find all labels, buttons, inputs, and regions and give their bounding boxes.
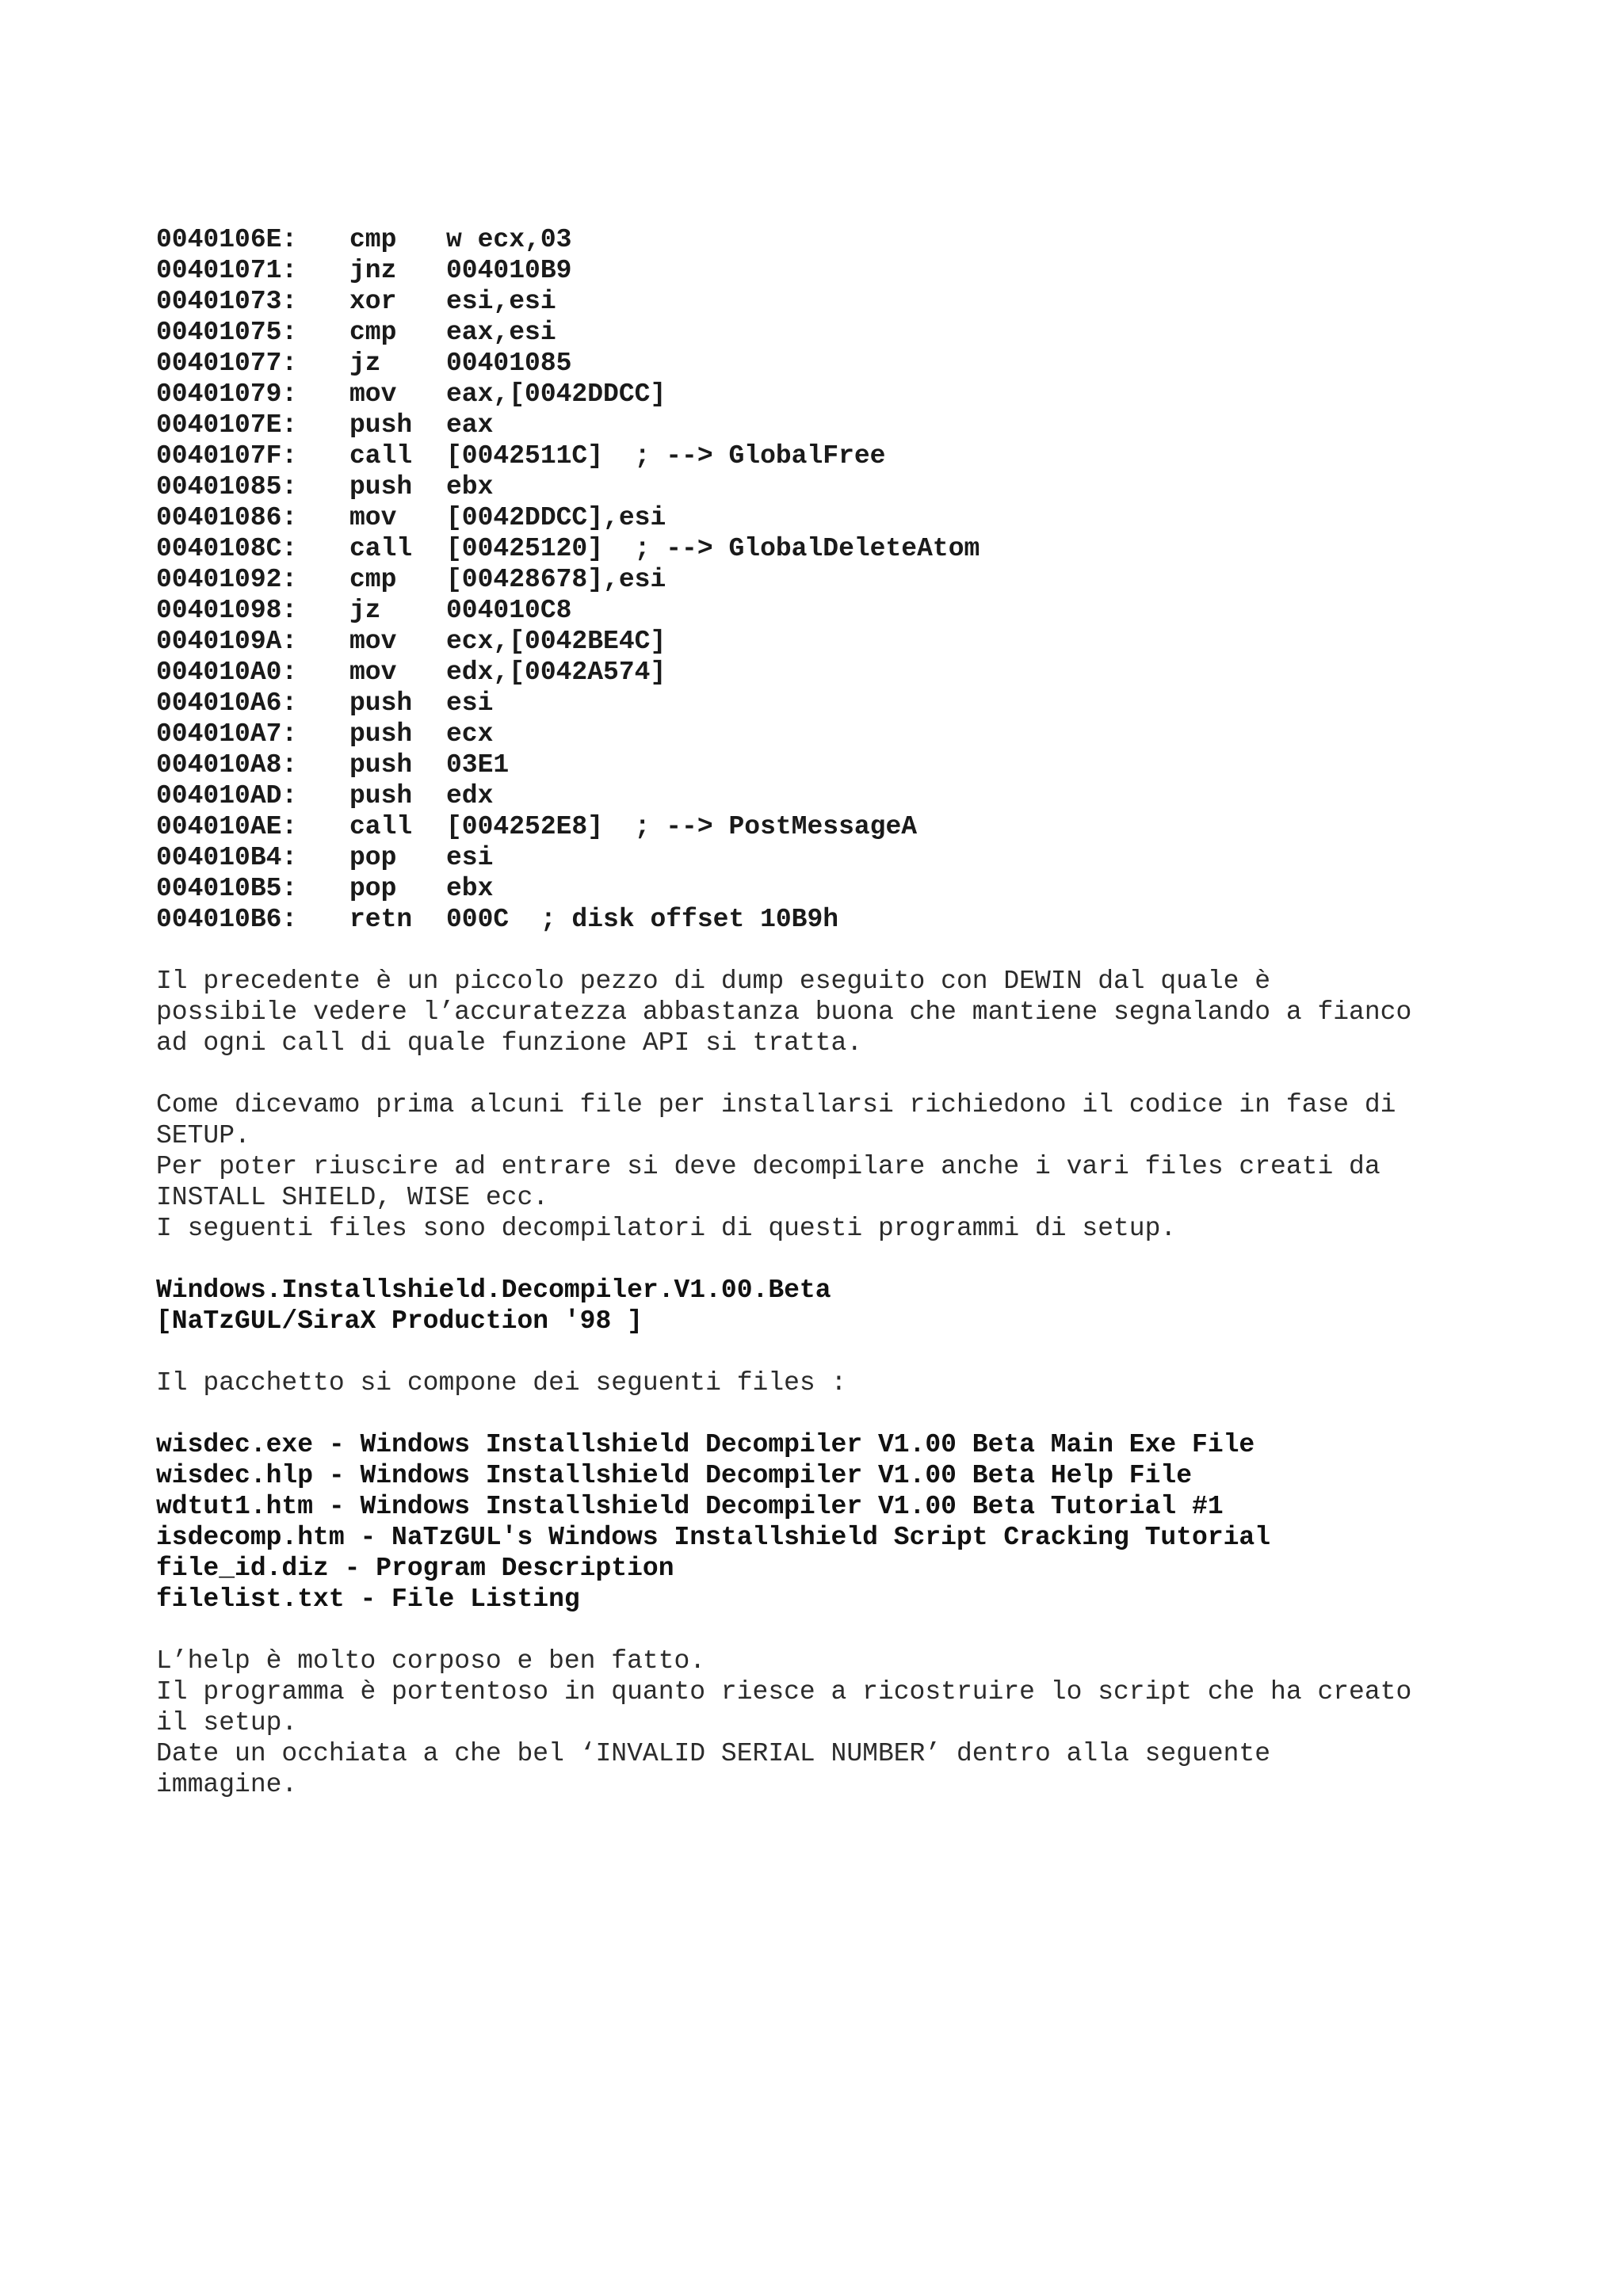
asm-opcode: pop bbox=[349, 874, 397, 903]
asm-address: 004010A7: bbox=[156, 719, 298, 749]
assembly-listing bbox=[156, 224, 1487, 935]
asm-line bbox=[156, 873, 1487, 904]
asm-operands: eax,esi bbox=[446, 318, 556, 347]
asm-opcode: mov bbox=[349, 379, 397, 409]
asm-line bbox=[156, 379, 1487, 410]
asm-address: 00401085: bbox=[156, 472, 298, 502]
asm-operands: 00401085 bbox=[446, 349, 572, 378]
asm-line bbox=[156, 286, 1487, 317]
asm-line bbox=[156, 749, 1487, 780]
file-list-item: wisdec.hlp - Windows Installshield Decompiler V1.00 Beta Help File bbox=[156, 1461, 1193, 1490]
text-line: Il programma è portentoso in quanto riesce a ricostruire lo script che ha creato bbox=[156, 1677, 1412, 1707]
program-credit: [NaTzGUL/SiraX Production '98 ] bbox=[156, 1306, 643, 1336]
asm-line bbox=[156, 502, 1487, 533]
asm-opcode: retn bbox=[349, 905, 413, 934]
asm-operands: edx bbox=[446, 781, 494, 810]
asm-address: 004010A0: bbox=[156, 658, 298, 687]
text-line: Come dicevamo prima alcuni file per installarsi richiedono il codice in fase di bbox=[156, 1090, 1396, 1119]
asm-address: 00401077: bbox=[156, 349, 298, 378]
asm-address: 00401098: bbox=[156, 596, 298, 625]
asm-operands: ecx bbox=[446, 719, 494, 749]
asm-operands: [004252E8] ; --> PostMessageA bbox=[446, 812, 918, 841]
asm-line bbox=[156, 904, 1487, 935]
asm-address: 00401071: bbox=[156, 256, 298, 285]
asm-line bbox=[156, 533, 1487, 564]
asm-operands: esi bbox=[446, 843, 494, 872]
asm-operands: ebx bbox=[446, 472, 494, 502]
asm-address: 0040107F: bbox=[156, 441, 298, 471]
asm-address: 004010B6: bbox=[156, 905, 298, 934]
text-line: I seguenti files sono decompilatori di questi programmi di setup. bbox=[156, 1214, 1177, 1243]
text-line: INSTALL SHIELD, WISE ecc. bbox=[156, 1183, 549, 1212]
asm-operands: [0042511C] ; --> GlobalFree bbox=[446, 441, 886, 471]
asm-opcode: push bbox=[349, 750, 413, 780]
asm-line bbox=[156, 317, 1487, 348]
text-line: immagine. bbox=[156, 1770, 298, 1799]
text-line: possibile vedere l’accuratezza abbastanza buona che mantiene segnalando a fianco bbox=[156, 997, 1412, 1027]
asm-opcode: jnz bbox=[349, 256, 397, 285]
asm-address: 0040106E: bbox=[156, 225, 298, 254]
asm-operands: ecx,[0042BE4C] bbox=[446, 627, 666, 656]
asm-address: 00401073: bbox=[156, 287, 298, 316]
program-title: Windows.Installshield.Decompiler.V1.00.Beta bbox=[156, 1276, 831, 1305]
spacer bbox=[156, 1398, 1487, 1429]
asm-operands: [00428678],esi bbox=[446, 565, 666, 594]
document-body bbox=[156, 224, 1487, 1800]
asm-address: 00401079: bbox=[156, 379, 298, 409]
asm-line bbox=[156, 471, 1487, 502]
asm-operands: 004010B9 bbox=[446, 256, 572, 285]
text-line: Il precedente è un piccolo pezzo di dump eseguito con DEWIN dal quale è bbox=[156, 967, 1271, 996]
asm-opcode: jz bbox=[349, 349, 381, 378]
asm-address: 0040107E: bbox=[156, 410, 298, 440]
asm-operands: 004010C8 bbox=[446, 596, 572, 625]
asm-address: 004010A6: bbox=[156, 688, 298, 718]
asm-opcode: cmp bbox=[349, 565, 397, 594]
asm-operands: edx,[0042A574] bbox=[446, 658, 666, 687]
asm-opcode: push bbox=[349, 688, 413, 718]
spacer bbox=[156, 1615, 1487, 1646]
asm-opcode: mov bbox=[349, 503, 397, 532]
spacer bbox=[156, 1244, 1487, 1275]
asm-opcode: call bbox=[349, 812, 413, 841]
asm-address: 004010AE: bbox=[156, 812, 298, 841]
asm-line bbox=[156, 410, 1487, 441]
text-line: il setup. bbox=[156, 1708, 298, 1737]
asm-line bbox=[156, 255, 1487, 286]
asm-address: 00401092: bbox=[156, 565, 298, 594]
asm-line bbox=[156, 595, 1487, 626]
asm-opcode: cmp bbox=[349, 225, 397, 254]
asm-address: 00401075: bbox=[156, 318, 298, 347]
asm-opcode: cmp bbox=[349, 318, 397, 347]
asm-opcode: mov bbox=[349, 658, 397, 687]
asm-operands: 03E1 bbox=[446, 750, 510, 780]
spacer bbox=[156, 1337, 1487, 1367]
asm-address: 004010B4: bbox=[156, 843, 298, 872]
asm-line bbox=[156, 780, 1487, 811]
asm-operands: esi,esi bbox=[446, 287, 556, 316]
file-list-item: wisdec.exe - Windows Installshield Decompiler V1.00 Beta Main Exe File bbox=[156, 1430, 1255, 1459]
asm-line bbox=[156, 224, 1487, 255]
asm-operands: esi bbox=[446, 688, 494, 718]
asm-opcode: push bbox=[349, 410, 413, 440]
text-line: Per poter riuscire ad entrare si deve decompilare anche i vari files creati da bbox=[156, 1152, 1381, 1181]
asm-line bbox=[156, 688, 1487, 719]
paragraph-help-description bbox=[156, 1646, 1487, 1800]
asm-operands: [00425120] ; --> GlobalDeleteAtom bbox=[446, 534, 980, 563]
asm-opcode: push bbox=[349, 781, 413, 810]
text-line: Date un occhiata a che bel ‘INVALID SERIAL NUMBER’ dentro alla seguente bbox=[156, 1739, 1271, 1768]
asm-address: 0040108C: bbox=[156, 534, 298, 563]
file-list-item: wdtut1.htm - Windows Installshield Decompiler V1.00 Beta Tutorial #1 bbox=[156, 1492, 1224, 1521]
asm-operands: eax,[0042DDCC] bbox=[446, 379, 666, 409]
asm-operands: [0042DDCC],esi bbox=[446, 503, 666, 532]
asm-address: 0040109A: bbox=[156, 627, 298, 656]
text-line: SETUP. bbox=[156, 1121, 250, 1150]
package-intro: Il pacchetto si compone dei seguenti files : bbox=[156, 1368, 847, 1398]
asm-address: 004010AD: bbox=[156, 781, 298, 810]
asm-opcode: xor bbox=[349, 287, 397, 316]
file-list-item: file_id.diz - Program Description bbox=[156, 1554, 674, 1583]
asm-line bbox=[156, 842, 1487, 873]
file-list bbox=[156, 1429, 1487, 1615]
paragraph-dump-description bbox=[156, 966, 1487, 1058]
asm-opcode: jz bbox=[349, 596, 381, 625]
asm-address: 00401086: bbox=[156, 503, 298, 532]
asm-address: 004010B5: bbox=[156, 874, 298, 903]
asm-address: 004010A8: bbox=[156, 750, 298, 780]
spacer bbox=[156, 935, 1487, 966]
text-line: ad ogni call di quale funzione API si tratta. bbox=[156, 1028, 863, 1058]
spacer bbox=[156, 1058, 1487, 1089]
asm-opcode: push bbox=[349, 719, 413, 749]
asm-opcode: mov bbox=[349, 627, 397, 656]
paragraph-setup-decompilers bbox=[156, 1089, 1487, 1244]
asm-opcode: push bbox=[349, 472, 413, 502]
asm-line bbox=[156, 441, 1487, 471]
asm-line bbox=[156, 348, 1487, 379]
asm-line bbox=[156, 657, 1487, 688]
asm-line bbox=[156, 811, 1487, 842]
program-title-block bbox=[156, 1275, 1487, 1337]
asm-opcode: pop bbox=[349, 843, 397, 872]
asm-line bbox=[156, 564, 1487, 595]
file-list-item: isdecomp.htm - NaTzGUL's Windows Installshield Script Cracking Tutorial bbox=[156, 1523, 1271, 1552]
asm-line bbox=[156, 626, 1487, 657]
file-list-item: filelist.txt - File Listing bbox=[156, 1585, 580, 1614]
asm-opcode: call bbox=[349, 534, 413, 563]
asm-opcode: call bbox=[349, 441, 413, 471]
asm-operands: 000C ; disk offset 10B9h bbox=[446, 905, 839, 934]
text-line: L’help è molto corposo e ben fatto. bbox=[156, 1646, 706, 1676]
asm-line bbox=[156, 719, 1487, 749]
asm-operands: ebx bbox=[446, 874, 494, 903]
asm-operands: w ecx,03 bbox=[446, 225, 572, 254]
asm-operands: eax bbox=[446, 410, 494, 440]
